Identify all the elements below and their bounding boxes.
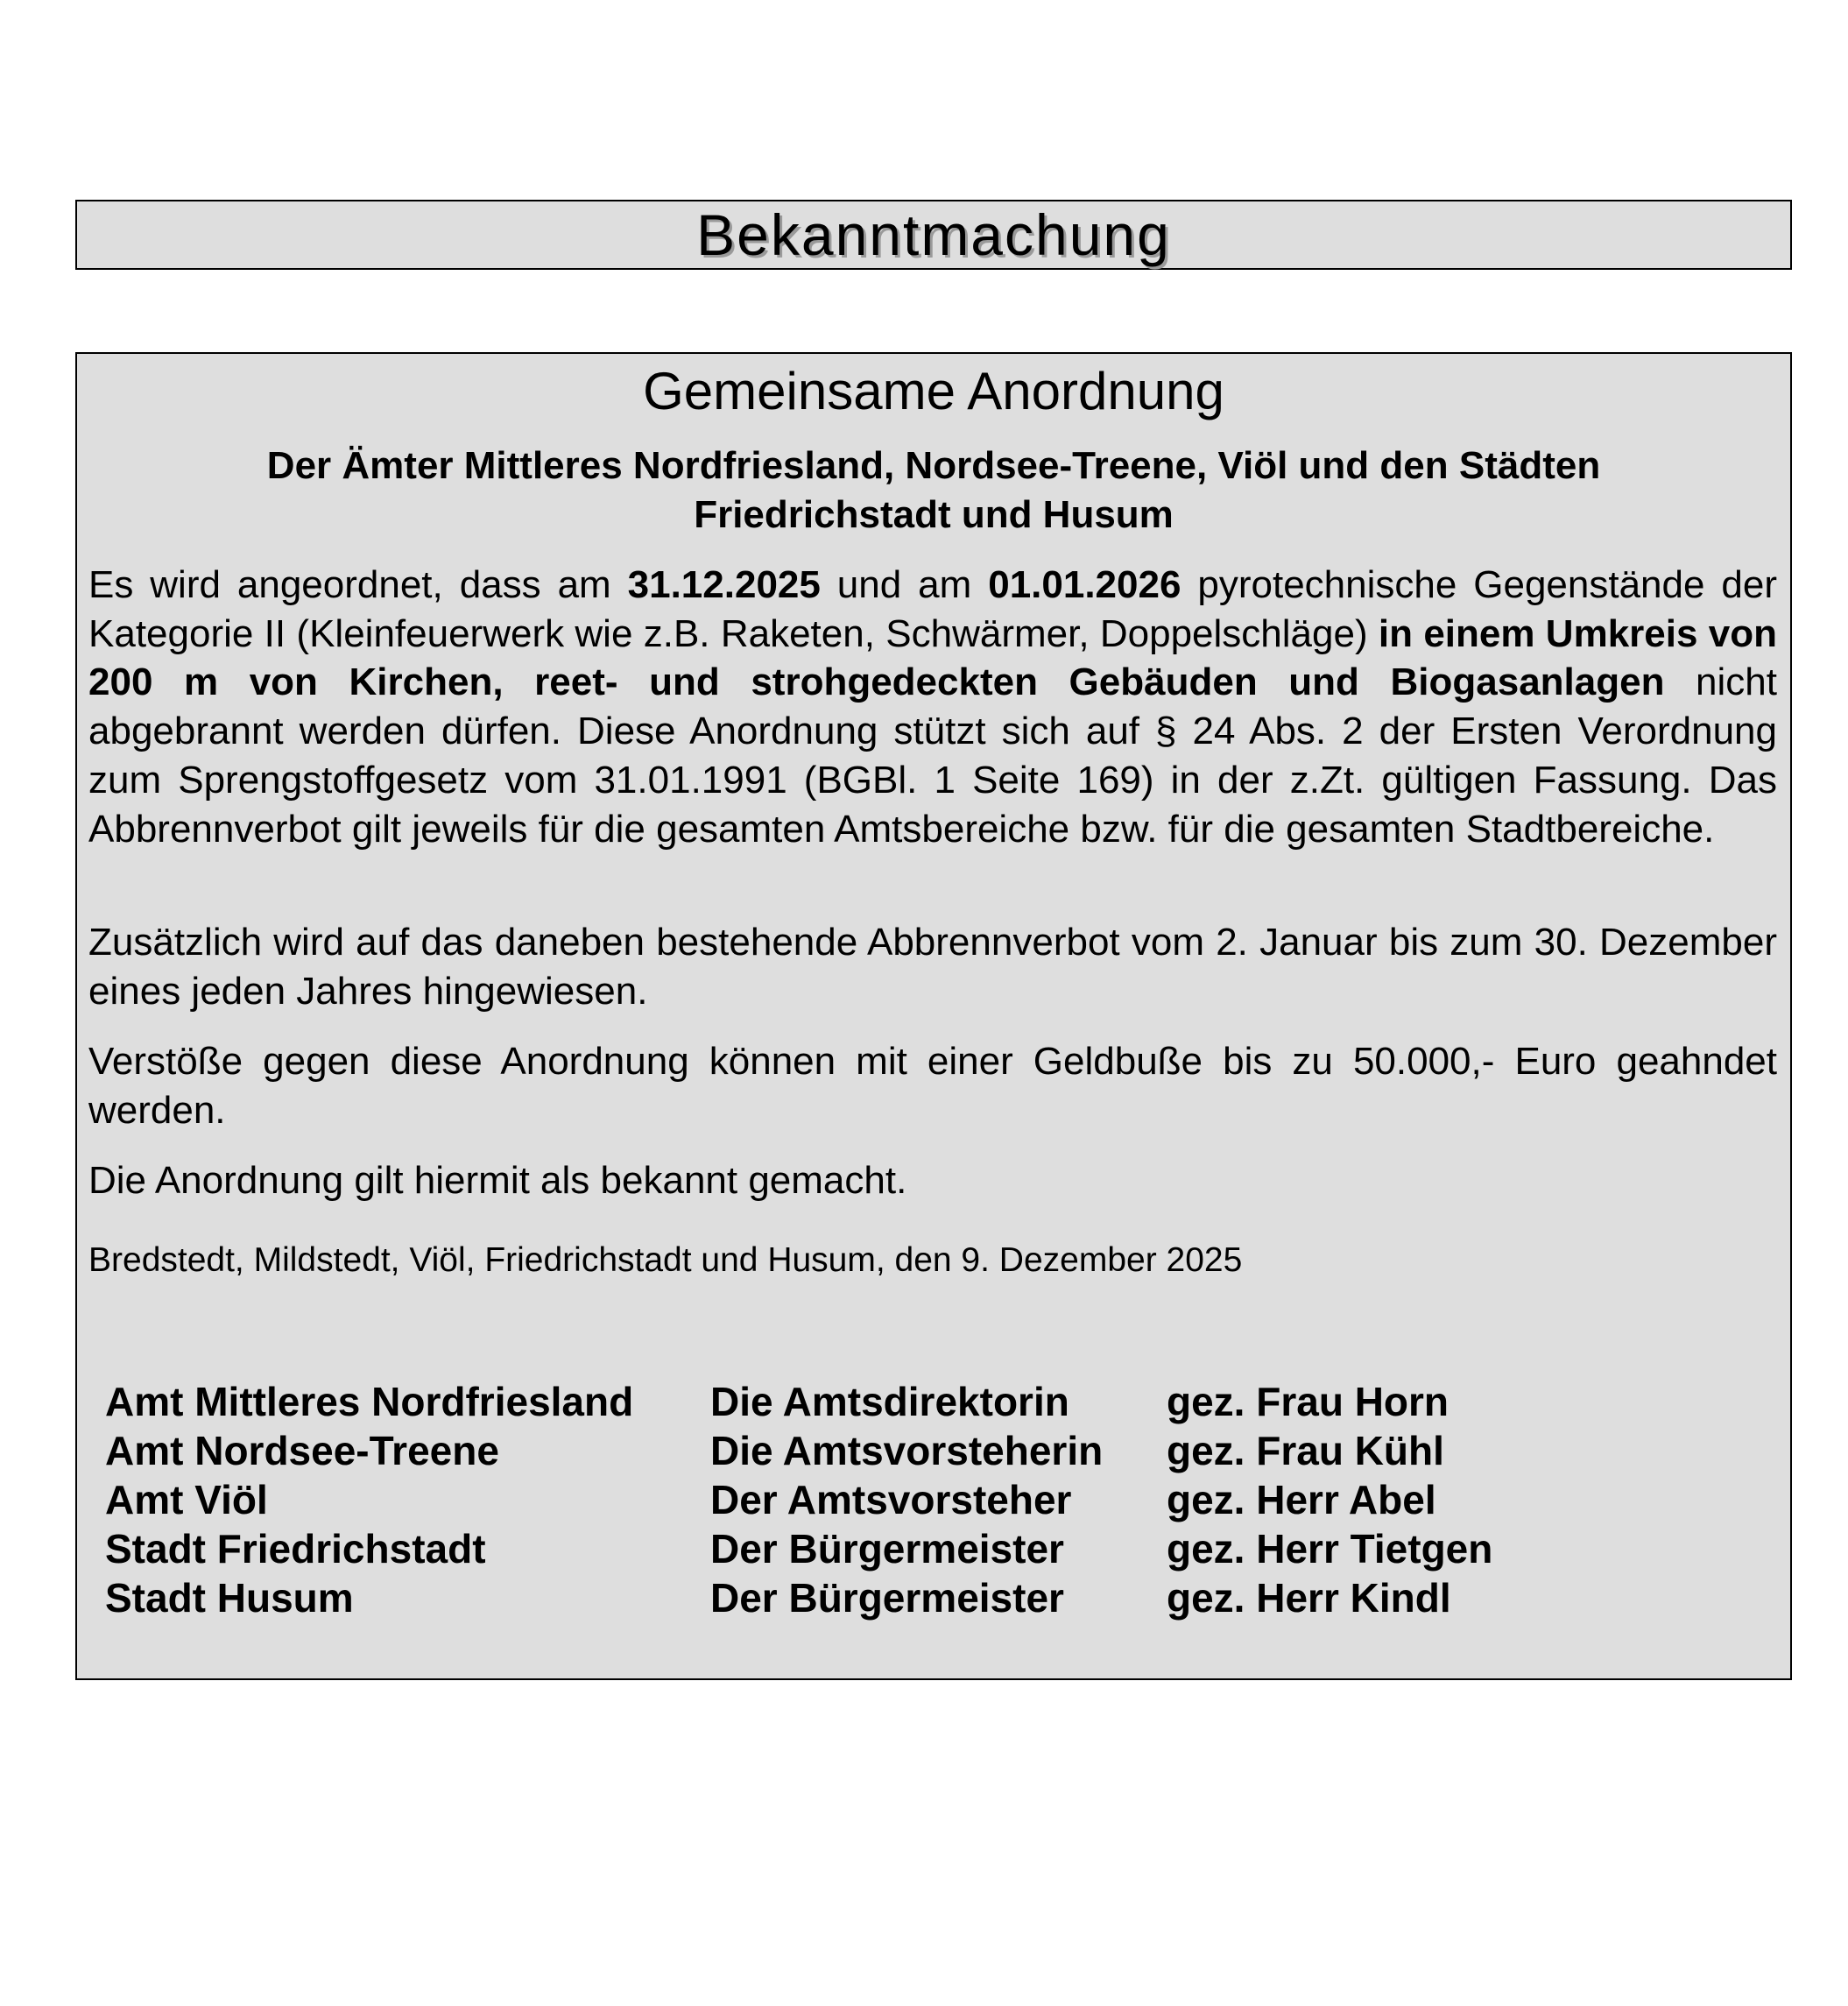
signatory-authority: Amt Nordsee-Treene	[105, 1428, 499, 1473]
signatory-authority: Amt Mittleres Nordfriesland	[105, 1379, 634, 1424]
issuing-authorities	[77, 441, 1790, 540]
restricted-area: in einem Umkreis von 200 m von Kirchen, reet- und strohgedeckten Gebäuden und Biogasanlagen	[88, 611, 1777, 704]
signatory-authority: Amt Viöl	[105, 1477, 268, 1522]
signatory-role: Die Amtsdirektorin	[710, 1379, 1069, 1424]
notice-title: Gemeinsame Anordnung	[643, 362, 1224, 420]
publication-paragraph: Die Anordnung gilt hiermit als bekannt gemacht.	[88, 1159, 907, 1202]
signatory-row	[105, 1426, 1492, 1475]
signatory-role: Der Bürgermeister	[710, 1575, 1064, 1621]
signatory-row	[105, 1475, 1492, 1524]
authorities-line-2: Friedrichstadt und Husum	[694, 493, 1174, 536]
order-text-3: pyrotechnische Gegenstände der Kategorie II (Kleinfeuerwerk wie z.B. Raketen, Schwärmer, Doppelschläge)	[88, 563, 1778, 655]
signatory-name: gez. Herr Kindl	[1167, 1575, 1451, 1621]
signatory-role: Der Amtsvorsteher	[710, 1477, 1072, 1522]
signatory-name: gez. Herr Tietgen	[1167, 1526, 1493, 1572]
date-2: 01.01.2026	[988, 563, 1181, 606]
order-text-1: Es wird angeordnet, dass am	[88, 563, 628, 606]
signatories-table	[105, 1377, 1492, 1622]
authorities-line-1: Der Ämter Mittleres Nordfriesland, Nordsee-Treene, Viöl und den Städten	[266, 444, 1601, 487]
order-text-4: nicht abgebrannt werden dürfen. Diese Anordnung stützt sich auf § 24 Abs. 2 der Ersten Verordnung zum Sprengstoffgesetz vom 31.01.1991 (BGBl. 1 Seite 169) in der z.Zt. gültigen Fassung. Das Abbrennverbot gilt jeweils für die gesamten Amtsbereiche bzw. für die gesamten Stadtbereiche.	[88, 660, 1777, 851]
order-paragraph	[88, 561, 1777, 853]
signatory-role: Der Bürgermeister	[710, 1526, 1064, 1572]
signatory-row	[105, 1377, 1492, 1426]
signatory-row	[105, 1524, 1492, 1573]
signatory-authority: Stadt Husum	[105, 1575, 354, 1621]
penalty-paragraph: Verstöße gegen diese Anordnung können mit einer Geldbuße bis zu 50.000,- Euro geahndet werden.	[88, 1040, 1777, 1132]
signatory-name: gez. Herr Abel	[1167, 1477, 1436, 1522]
signatory-name: gez. Frau Horn	[1167, 1379, 1449, 1424]
additional-ban-paragraph: Zusätzlich wird auf das daneben bestehende Abbrennverbot vom 2. Januar bis zum 30. Dezember eines jeden Jahres hingewiesen.	[88, 921, 1777, 1013]
signatory-row	[105, 1573, 1492, 1622]
signatory-authority: Stadt Friedrichstadt	[105, 1526, 486, 1572]
announcement-title: Bekanntmachung	[696, 202, 1171, 267]
date-1: 31.12.2025	[627, 563, 821, 606]
signatory-name: gez. Frau Kühl	[1167, 1428, 1444, 1473]
signatory-role: Die Amtsvorsteherin	[710, 1428, 1104, 1473]
notice-box	[75, 352, 1792, 1680]
announcement-header	[75, 200, 1792, 270]
order-text-2: und am	[820, 563, 989, 606]
place-and-date: Bredstedt, Mildstedt, Viöl, Friedrichstadt und Husum, den 9. Dezember 2025	[88, 1241, 1243, 1279]
